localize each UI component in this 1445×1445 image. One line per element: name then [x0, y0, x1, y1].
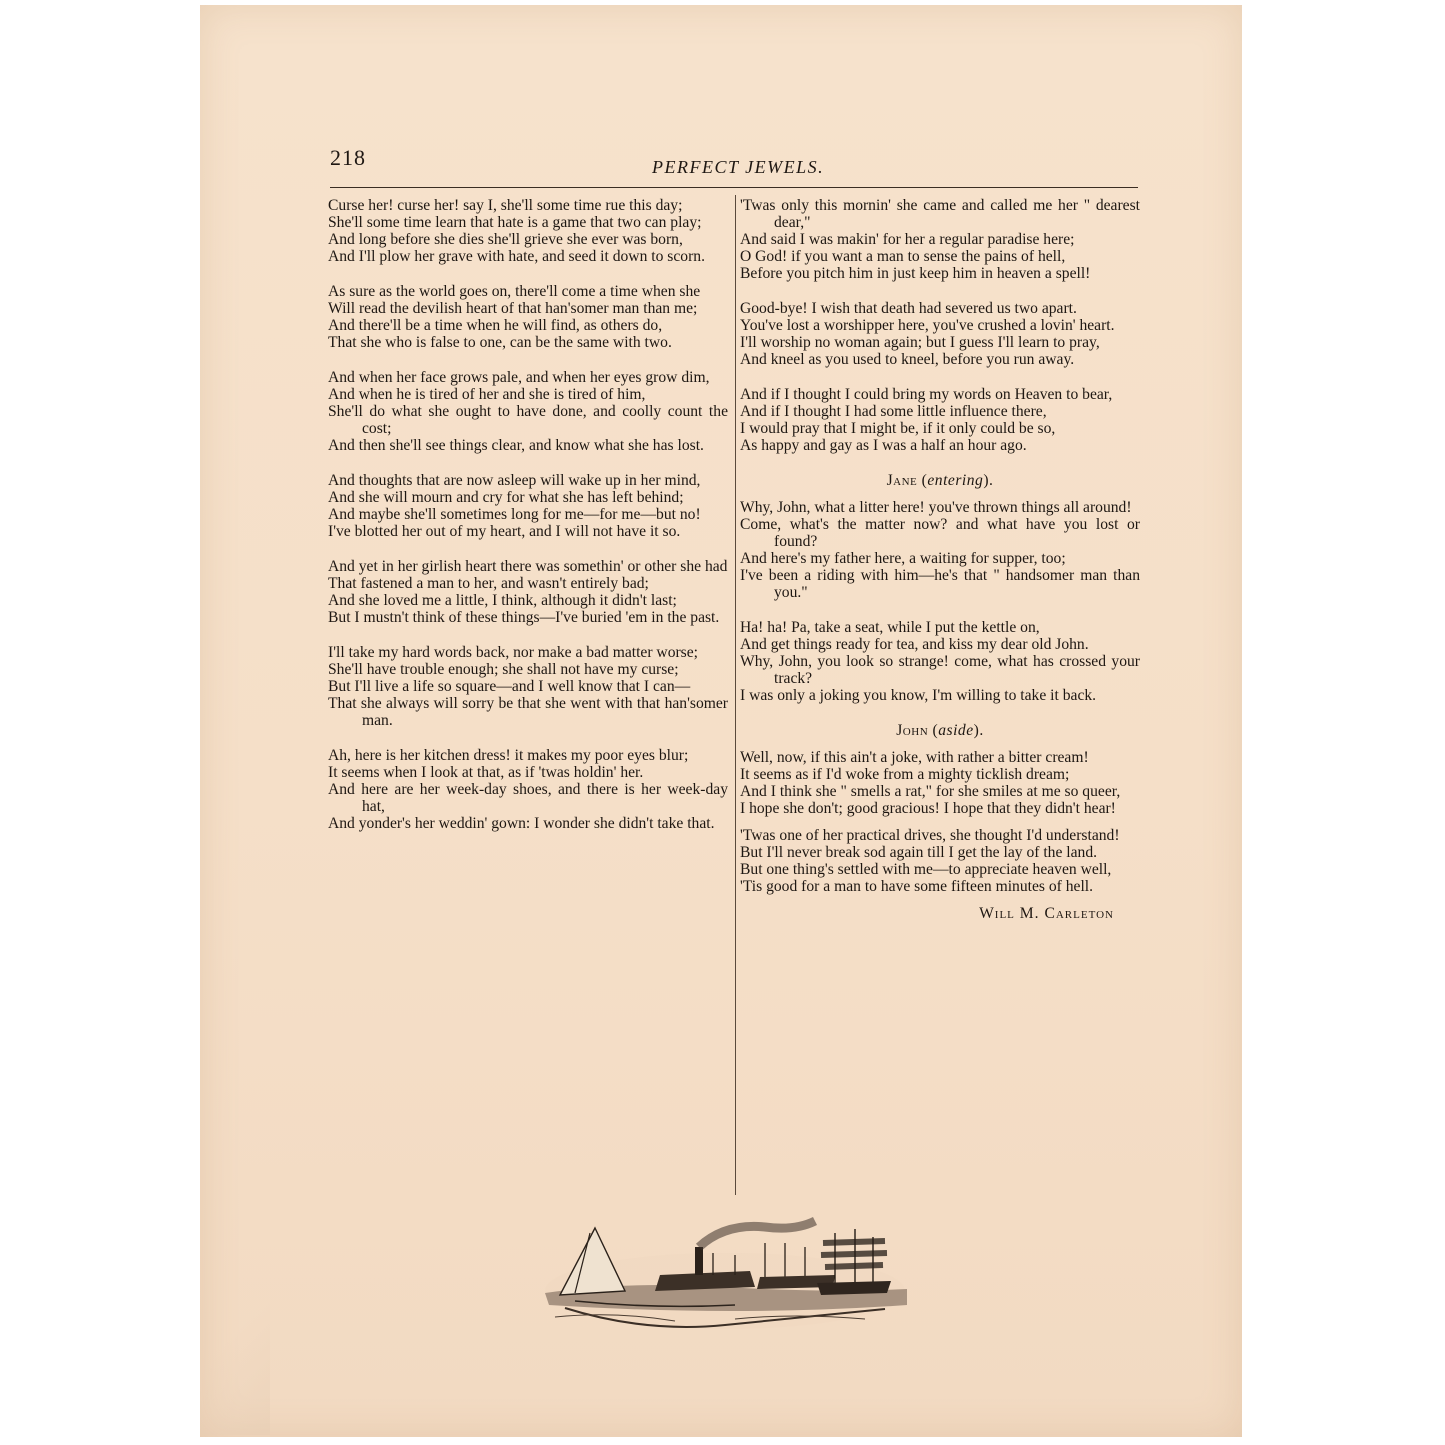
- stanza: [740, 499, 1140, 601]
- running-title: PERFECT JEWELS.: [652, 157, 825, 177]
- verse-line: Well, now, if this ain't a joke, with rather a bitter cream!: [740, 749, 1089, 766]
- verse-line: I'll worship no woman again; but I guess I'll learn to pray,: [740, 334, 1100, 351]
- ships-engraving-illustration: [535, 1213, 915, 1343]
- verse-line: That she who is false to one, can be the same with two.: [328, 334, 672, 351]
- stanza: [740, 197, 1140, 282]
- verse-line: And I'll plow her grave with hate, and seed it down to scorn.: [328, 248, 705, 265]
- verse-line: And yet in her girlish heart there was somethin' or other she had: [328, 558, 728, 575]
- verse-line: And if I thought I could bring my words on Heaven to bear,: [740, 386, 1113, 403]
- verse-line: And she will mourn and cry for what she has left behind;: [328, 489, 684, 506]
- stanza: [740, 619, 1140, 704]
- verse-line: And when he is tired of her and she is tired of him,: [328, 386, 646, 403]
- verse-line: I've blotted her out of my heart, and I will not have it so.: [328, 523, 681, 540]
- verse-line: Why, John, what a litter here! you've thrown things all around!: [740, 499, 1132, 516]
- stanza: [328, 747, 728, 832]
- stanza: [328, 472, 728, 540]
- verse-line: And long before she dies she'll grieve she ever was born,: [328, 231, 683, 248]
- column-divider: [735, 195, 736, 1195]
- speaker-name: Jane: [886, 472, 918, 489]
- verse-line: I'll take my hard words back, nor make a bad matter worse;: [328, 644, 699, 661]
- verse-line: Ha! ha! Pa, take a seat, while I put the kettle on,: [740, 619, 1040, 636]
- book-page: [200, 5, 1242, 1437]
- verse-line: 'Twas one of her practical drives, she thought I'd understand!: [740, 827, 1120, 844]
- right-column: [740, 197, 1140, 922]
- verse-line: 'Tis good for a man to have some fifteen minutes of hell.: [740, 878, 1094, 895]
- verse-line: And when her face grows pale, and when her eyes grow dim,: [328, 369, 710, 386]
- verse-line: Come, what's the matter now? and what have you lost or found?: [740, 516, 1140, 550]
- page-number: 218: [330, 145, 366, 170]
- verse-line: I was only a joking you know, I'm willing to take it back.: [740, 687, 1097, 704]
- verse-line: As happy and gay as I was a half an hour ago.: [740, 437, 1027, 454]
- verse-line: And there'll be a time when he will find, as others do,: [328, 317, 663, 334]
- speaker-heading-john: John (aside).: [896, 722, 984, 739]
- verse-line: O God! if you want a man to sense the pains of hell,: [740, 248, 1066, 265]
- verse-line: But I mustn't think of these things—I've buried 'em in the past.: [328, 609, 720, 626]
- speaker-name: John: [896, 722, 929, 739]
- verse-line: She'll do what she ought to have done, and coolly count the cost;: [328, 403, 728, 437]
- stanza: [740, 827, 1140, 895]
- verse-line: But one thing's settled with me—to appreciate heaven well,: [740, 861, 1112, 878]
- stanza: [740, 386, 1140, 454]
- verse-line: And yonder's her weddin' gown: I wonder she didn't take that.: [328, 815, 715, 832]
- verse-line: And kneel as you used to kneel, before you run away.: [740, 351, 1075, 368]
- verse-line: Good-bye! I wish that death had severed us two apart.: [740, 300, 1077, 317]
- verse-line: She'll have trouble enough; she shall not have my curse;: [328, 661, 679, 678]
- verse-line: But I'll live a life so square—and I well know that I can—: [328, 678, 691, 695]
- left-column: [328, 197, 728, 850]
- verse-line: I would pray that I might be, if it only could be so,: [740, 420, 1056, 437]
- stanza: [740, 749, 1140, 817]
- stanza: [740, 300, 1140, 368]
- verse-line: And maybe she'll sometimes long for me—for me—but no!: [328, 506, 701, 523]
- verse-line: As sure as the world goes on, there'll come a time when she: [328, 283, 701, 300]
- verse-line: Will read the devilish heart of that han'somer man than me;: [328, 300, 698, 317]
- verse-line: And said I was makin' for her a regular paradise here;: [740, 231, 1075, 248]
- stanza: [328, 369, 728, 454]
- header-rule: [330, 187, 1138, 188]
- verse-line: Curse her! curse her! say I, she'll some time rue this day;: [328, 197, 683, 214]
- verse-line: It seems when I look at that, as if 'twas holdin' her.: [328, 764, 644, 781]
- verse-line: And she loved me a little, I think, although it didn't last;: [328, 592, 677, 609]
- stanza: [328, 644, 728, 729]
- verse-line: And get things ready for tea, and kiss my dear old John.: [740, 636, 1089, 653]
- verse-line: And if I thought I had some little influence there,: [740, 403, 1047, 420]
- verse-line: And here are her week-day shoes, and there is her week-day hat,: [328, 781, 728, 815]
- author-signature: Will M. Carleton: [979, 905, 1114, 922]
- verse-line: She'll some time learn that hate is a game that two can play;: [328, 214, 702, 231]
- verse-line: You've lost a worshipper here, you've crushed a lovin' heart.: [740, 317, 1115, 334]
- verse-line: And I think she " smells a rat," for she smiles at me so queer,: [740, 783, 1121, 800]
- stage-direction: entering: [927, 472, 984, 489]
- verse-line: Ah, here is her kitchen dress! it makes my poor eyes blur;: [328, 747, 689, 764]
- verse-line: And here's my father here, a waiting for supper, too;: [740, 550, 1066, 567]
- verse-line: That fastened a man to her, and wasn't entirely bad;: [328, 575, 649, 592]
- stanza: [328, 283, 728, 351]
- verse-line: I hope she don't; good gracious! I hope that they didn't hear!: [740, 800, 1116, 817]
- stanza: [328, 197, 728, 265]
- stage-direction: aside: [938, 722, 974, 739]
- verse-line: And thoughts that are now asleep will wake up in her mind,: [328, 472, 701, 489]
- verse-line: That she always will sorry be that she went with that han'somer man.: [328, 695, 728, 729]
- verse-line: Why, John, you look so strange! come, what has crossed your track?: [740, 653, 1140, 687]
- verse-line: 'Twas only this mornin' she came and called me her " dearest dear,": [740, 197, 1140, 231]
- verse-line: I've been a riding with him—he's that " handsomer man than you.": [740, 567, 1140, 601]
- stanza: [328, 558, 728, 626]
- verse-line: And then she'll see things clear, and know what she has lost.: [328, 437, 704, 454]
- verse-line: It seems as if I'd woke from a mighty ticklish dream;: [740, 766, 1070, 783]
- speaker-heading-jane: Jane (entering).: [886, 472, 994, 489]
- verse-line: Before you pitch him in just keep him in heaven a spell!: [740, 265, 1091, 282]
- verse-line: But I'll never break sod again till I get the lay of the land.: [740, 844, 1098, 861]
